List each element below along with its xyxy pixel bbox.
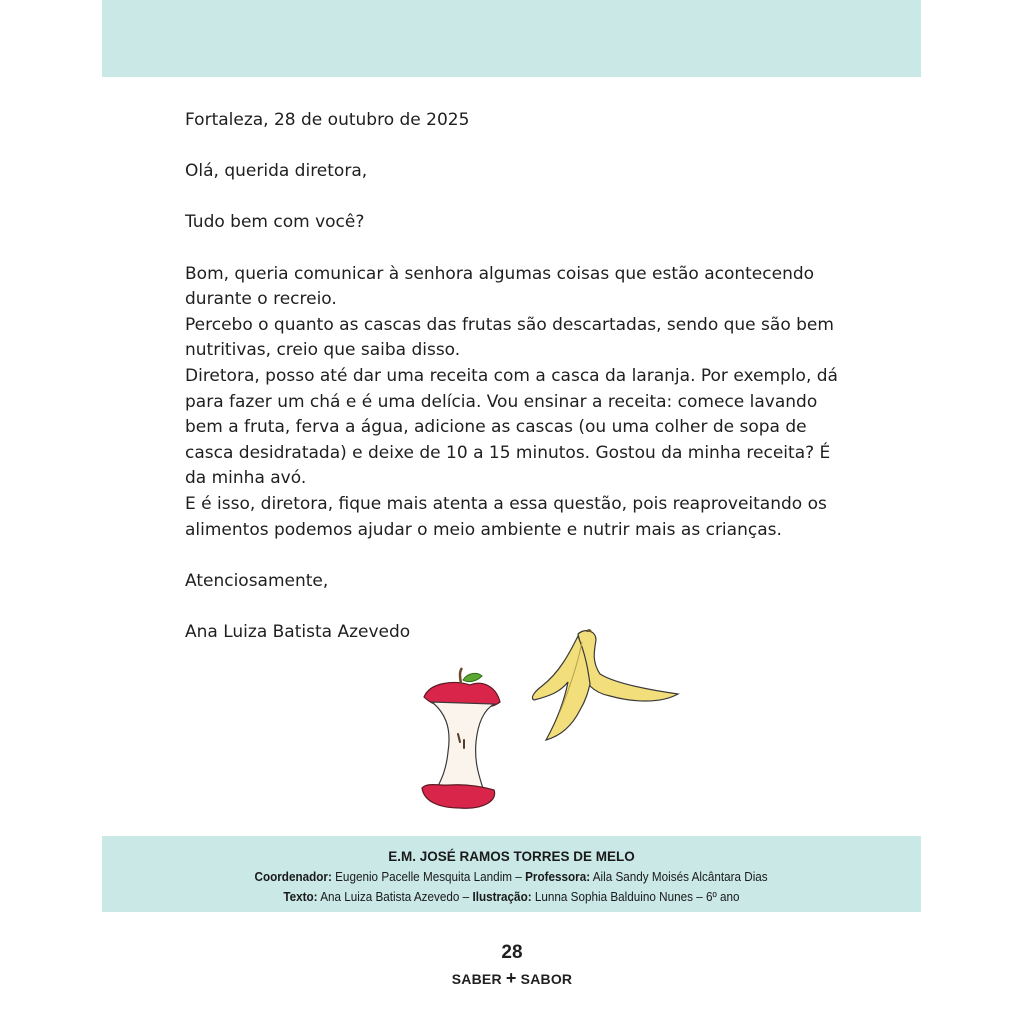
separator: – bbox=[515, 869, 523, 884]
signature: Ana Luiza Batista Azevedo bbox=[185, 621, 411, 642]
staff-line bbox=[102, 867, 921, 887]
separator: – bbox=[462, 889, 470, 904]
authors-text bbox=[283, 887, 739, 907]
apple-core-drawing bbox=[422, 668, 500, 808]
text-label: Texto: bbox=[283, 889, 318, 904]
coordinator-label: Coordenador: bbox=[254, 869, 333, 884]
question: Tudo bem com você? bbox=[185, 212, 365, 233]
letter bbox=[185, 108, 845, 645]
top-color-band bbox=[102, 0, 921, 77]
body-paragraph-4: E é isso, diretora, fique mais atenta a essa questão, pois reaproveitando os alimentos podemos ajudar o meio ambiente e nutrir mais as crianças. bbox=[185, 493, 827, 540]
body-paragraph-1: Bom, queria comunicar à senhora algumas coisas que estão acontecendo durante o recreio. bbox=[185, 263, 815, 310]
credits-box bbox=[102, 836, 921, 912]
plus-icon: + bbox=[505, 968, 517, 988]
page-number: 28 bbox=[501, 942, 523, 963]
book-title-left: SABER bbox=[451, 971, 502, 987]
fruit-waste-illustration bbox=[410, 622, 700, 822]
teacher-name: Aila Sandy Moisés Alcântara Dias bbox=[593, 869, 769, 884]
text-author: Ana Luiza Batista Azevedo bbox=[320, 889, 460, 904]
book-title bbox=[0, 968, 1024, 989]
book-title-right: SABOR bbox=[520, 971, 573, 987]
body-paragraph-3: Diretora, posso até dar uma receita com a casca da laranja. Por exemplo, dá para fazer um chá e é uma delícia. Vou ensinar a receita: comece lavando bem a fruta, ferva a água, adicione as cascas (ou uma colher de sopa de casca desidratada) e deixe de 10 a 15 minutos. Gostou da minha receita? É da minha avó. bbox=[185, 365, 838, 489]
coordinator-name: Eugenio Pacelle Mesquita Landim bbox=[335, 869, 513, 884]
date-line: Fortaleza, 28 de outubro de 2025 bbox=[185, 110, 470, 130]
staff-text bbox=[255, 867, 768, 887]
body-paragraph-2: Percebo o quanto as cascas das frutas são descartadas, sendo que são bem nutritivas, creio que saiba disso. bbox=[185, 314, 834, 361]
banana-peel-drawing bbox=[532, 629, 678, 740]
authors-line bbox=[102, 887, 921, 907]
school-name: E.M. JOSÉ RAMOS TORRES DE MELO bbox=[388, 849, 635, 864]
illustration-label: Ilustração: bbox=[472, 889, 532, 904]
closing: Atenciosamente, bbox=[185, 570, 329, 591]
teacher-label: Professora: bbox=[525, 869, 591, 884]
illustrator-name: Lunna Sophia Balduino Nunes – 6º ano bbox=[534, 889, 740, 904]
greeting: Olá, querida diretora, bbox=[185, 161, 368, 182]
